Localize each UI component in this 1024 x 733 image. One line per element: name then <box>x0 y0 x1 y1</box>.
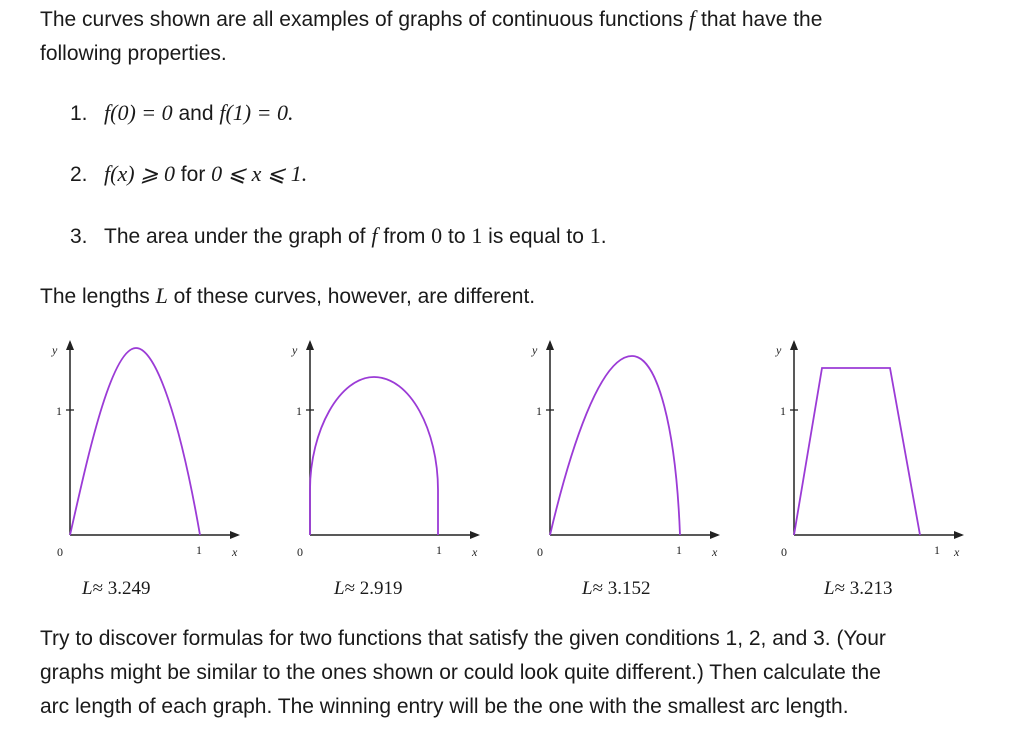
lengths-text: The lengths <box>40 285 156 308</box>
lengths-sentence <box>40 279 535 314</box>
property-text: The area under the graph of <box>104 225 372 248</box>
caption-value: ≈ 3.152 <box>592 578 651 599</box>
x-tick-label-1: 1 <box>436 543 442 557</box>
length-symbol: L <box>155 283 168 308</box>
graph-4-caption <box>824 578 893 600</box>
y-tick-label-1: 1 <box>780 404 786 418</box>
property-number: 2. <box>70 163 88 186</box>
intro-text: The curves shown are all examples of graphs of continuous functions <box>40 8 690 31</box>
closing-line-1: Try to discover formulas for two functions that satisfy the given conditions 1, 2, and 3. (Your <box>40 627 886 650</box>
origin-label: 0 <box>297 545 303 559</box>
x-axis-label: x <box>954 545 960 559</box>
caption-value: ≈ 2.919 <box>344 578 403 599</box>
graph-2-plot <box>270 330 510 590</box>
property-text: . <box>600 225 607 248</box>
property-number: 1. <box>70 102 88 125</box>
closing-line-3: arc length of each graph. The winning entry will be the one with the smallest arc length. <box>40 695 849 718</box>
property-math: f(x) ⩾ 0 <box>104 161 175 186</box>
graph-3 <box>510 330 750 610</box>
property-1 <box>70 98 293 129</box>
graph-1-caption <box>82 578 151 600</box>
y-axis-label: y <box>292 343 298 357</box>
y-tick-label-1: 1 <box>296 404 302 418</box>
caption-L: L <box>824 578 835 599</box>
graph-3-caption <box>582 578 651 600</box>
x-tick-label-1: 1 <box>934 543 940 557</box>
closing-paragraph <box>40 622 886 724</box>
graph-3-plot <box>510 330 750 590</box>
lengths-text-end: of these curves, however, are different. <box>167 285 536 308</box>
property-math: f(1) = 0. <box>219 100 294 125</box>
y-axis-arrow <box>546 340 554 350</box>
intro-text-line2: following properties. <box>40 42 227 65</box>
curve-2 <box>310 377 438 535</box>
function-symbol: f <box>371 223 378 248</box>
y-axis-label: y <box>532 343 538 357</box>
y-axis-arrow <box>66 340 74 350</box>
graph-2 <box>270 330 510 610</box>
graphs-row <box>0 330 1024 610</box>
property-text: from <box>377 225 432 248</box>
property-math: 0 ⩽ x ⩽ 1. <box>211 161 308 186</box>
curve-1 <box>70 348 200 535</box>
property-number: 3. <box>70 225 88 248</box>
graph-1 <box>30 330 270 610</box>
caption-L: L <box>582 578 593 599</box>
x-axis-label: x <box>712 545 718 559</box>
x-axis-arrow <box>470 531 480 539</box>
curve-4 <box>794 368 920 535</box>
x-axis-label: x <box>472 545 478 559</box>
property-text: is equal to <box>482 225 590 248</box>
x-axis-arrow <box>710 531 720 539</box>
y-axis-label: y <box>52 343 58 357</box>
property-text: for <box>174 163 212 186</box>
caption-value: ≈ 3.213 <box>834 578 893 599</box>
graph-4 <box>754 330 994 610</box>
origin-label: 0 <box>537 545 543 559</box>
y-axis-arrow <box>306 340 314 350</box>
origin-label: 0 <box>57 545 63 559</box>
caption-L: L <box>82 578 93 599</box>
caption-L: L <box>334 578 345 599</box>
x-tick-label-1: 1 <box>676 543 682 557</box>
caption-value: ≈ 3.249 <box>92 578 151 599</box>
property-2 <box>70 159 307 190</box>
x-tick-label-1: 1 <box>196 543 202 557</box>
y-tick-label-1: 1 <box>536 404 542 418</box>
x-axis-label: x <box>232 545 238 559</box>
property-math: 0 <box>431 223 443 248</box>
graph-1-plot <box>30 330 270 590</box>
intro-paragraph <box>40 2 822 71</box>
property-math: 1 <box>589 223 601 248</box>
origin-label: 0 <box>781 545 787 559</box>
closing-line-2: graphs might be similar to the ones shown or could look quite different.) Then calculate the <box>40 661 881 684</box>
curve-3 <box>550 356 680 535</box>
y-axis-label: y <box>776 343 782 357</box>
x-axis-arrow <box>230 531 240 539</box>
y-axis-arrow <box>790 340 798 350</box>
property-text: and <box>172 102 220 125</box>
property-text: to <box>442 225 472 248</box>
property-math: 1 <box>471 223 483 248</box>
graph-2-caption <box>334 578 403 600</box>
function-symbol: f <box>689 6 696 31</box>
property-3 <box>70 221 607 252</box>
y-tick-label-1: 1 <box>56 404 62 418</box>
intro-text-end: that have the <box>695 8 823 31</box>
graph-4-plot <box>754 330 994 590</box>
x-axis-arrow <box>954 531 964 539</box>
property-math: f(0) = 0 <box>104 100 173 125</box>
